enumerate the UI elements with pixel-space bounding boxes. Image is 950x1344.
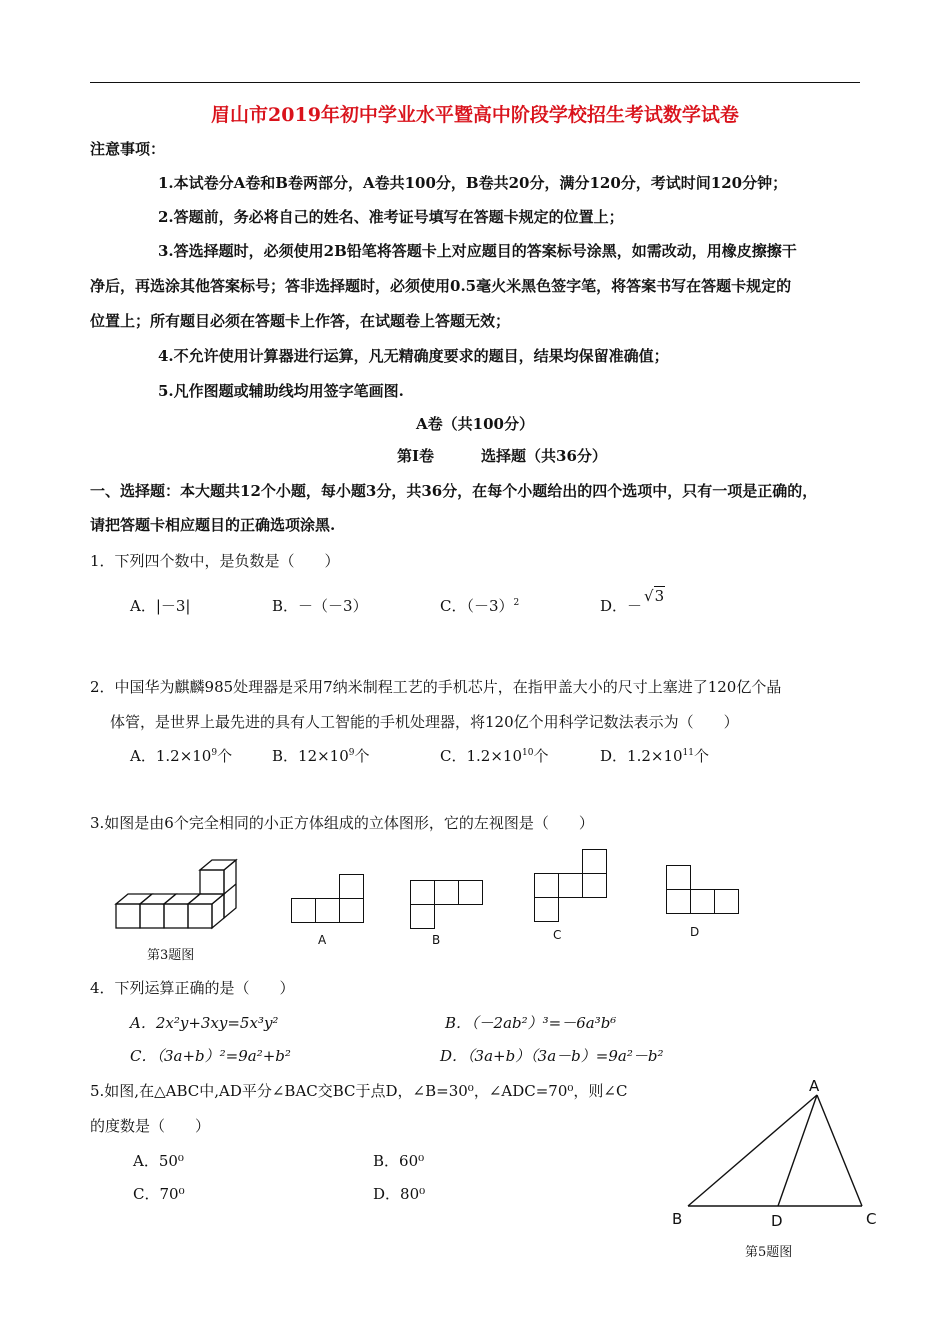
q5-option-b: B．60⁰ [373, 1152, 425, 1170]
point-b-label: B [672, 1210, 683, 1228]
q5-stem-2: 的度数是（ ） [90, 1117, 211, 1135]
q2-option-c: C．$1.2\times 10^{10}$个 [440, 747, 549, 765]
q5-caption: 第5题图 [745, 1245, 793, 1260]
q3-option-d-label: D [690, 925, 700, 939]
q5-option-d: D．80⁰ [373, 1185, 426, 1203]
q5-option-a: A．50⁰ [133, 1152, 184, 1170]
side-ac [817, 1095, 862, 1206]
q4-option-c: C．（3a+b）²=9a²+b² [130, 1047, 291, 1065]
note-4: 4.不允许使用计算器进行运算，凡无精确度要求的题目，结果均保留准确值； [158, 347, 669, 365]
q4-option-b: B．（－2ab²）³=－6a³b⁶ [445, 1014, 617, 1032]
q4-stem: 4．下列运算正确的是（ ） [90, 979, 295, 997]
note-3-cont: 净后，再选涂其他答案标号；答非选择题时，必须使用0.5毫火米黑色签字笔，将答案书写在答题卡规定的 [90, 277, 792, 295]
q2-option-b: B．$12\times 10^9$个 [272, 747, 370, 765]
q2-option-a: A．$1.2\times 10^9$个 [130, 747, 233, 765]
point-d-label: D [771, 1212, 783, 1230]
q1-option-a: A．|－3| [130, 597, 191, 615]
note-2: 2.答题前，务必将自己的姓名、准考证号填写在答题卡规定的位置上； [158, 208, 624, 226]
q3-option-b-label: B [432, 933, 441, 947]
q5-stem-1: 5.如图,在△ABC中,AD平分∠BAC交BC于点D，∠B=30⁰，∠ADC=70⁰，则∠C [90, 1082, 628, 1100]
notes-header: 注意事项： [90, 140, 166, 158]
q2-option-d: D．$1.2\times 10^{11}$个 [600, 747, 710, 765]
q3-solid-figure [110, 852, 250, 934]
note-5: 5.凡作图题或辅助线均用签字笔画图. [158, 382, 404, 400]
page-title: 眉山市2019年初中学业水平暨高中阶段学校招生考试数学试卷 [211, 104, 739, 126]
q5-option-c: C．70⁰ [133, 1185, 185, 1203]
point-c-label: C [866, 1210, 877, 1228]
sqrt-symbol: √3 [644, 587, 665, 605]
q4-option-a: A．2x²y+3xy=5x³y² [130, 1014, 279, 1032]
q1-option-d: D．－√3 [600, 587, 665, 615]
part1-label: 第Ⅰ卷 [397, 447, 435, 465]
q3-option-a-label: A [318, 933, 327, 947]
q1-option-b: B．－（－3） [272, 597, 368, 615]
part1-title: 选择题（共36分） [481, 447, 607, 465]
point-a-label: A [809, 1077, 820, 1095]
top-rule [90, 82, 860, 83]
q1-stem: 1．下列四个数中，是负数是（ ） [90, 552, 340, 570]
q3-stem: 3.如图是由6个完全相同的小正方体组成的立体图形，它的左视图是（ ） [90, 814, 594, 832]
instructions-line2: 请把答题卡相应题目的正确选项涂黑. [90, 516, 336, 534]
q4-option-d: D．（3a+b）（3a－b）=9a²－b² [440, 1047, 664, 1065]
note-3-cont2: 位置上；所有题目必须在答题卡上作答，在试题卷上答题无效； [90, 312, 511, 330]
q2-stem-1: 2．中国华为麒麟985处理器是采用7纳米制程工艺的手机芯片，在指甲盖大小的尺寸上塞进了120亿个晶 [90, 678, 782, 696]
q3-option-c-label: C [553, 928, 562, 942]
q2-stem-2: 体管，是世界上最先进的具有人工智能的手机处理器，将120亿个用科学记数法表示为（ ） [110, 713, 739, 731]
instructions-line1: 一、选择题：本大题共12个小题，每小题3分，共36分，在每个小题给出的四个选项中，只有一项是正确的， [90, 482, 818, 500]
note-3: 3.答选择题时，必须使用2B铅笔将答题卡上对应题目的答案标号涂黑，如需改动，用橡皮擦擦干 [158, 242, 797, 260]
q3-caption: 第3题图 [147, 948, 195, 963]
note-1: 1.本试卷分A卷和B卷两部分，A卷共100分，B卷共20分，满分120分，考试时间120分钟； [158, 174, 788, 192]
q1-option-c: C．$(-3)^2$ [440, 597, 520, 615]
q5-triangle-figure [660, 1070, 890, 1235]
section-a-heading: A卷（共100分） [416, 415, 534, 433]
